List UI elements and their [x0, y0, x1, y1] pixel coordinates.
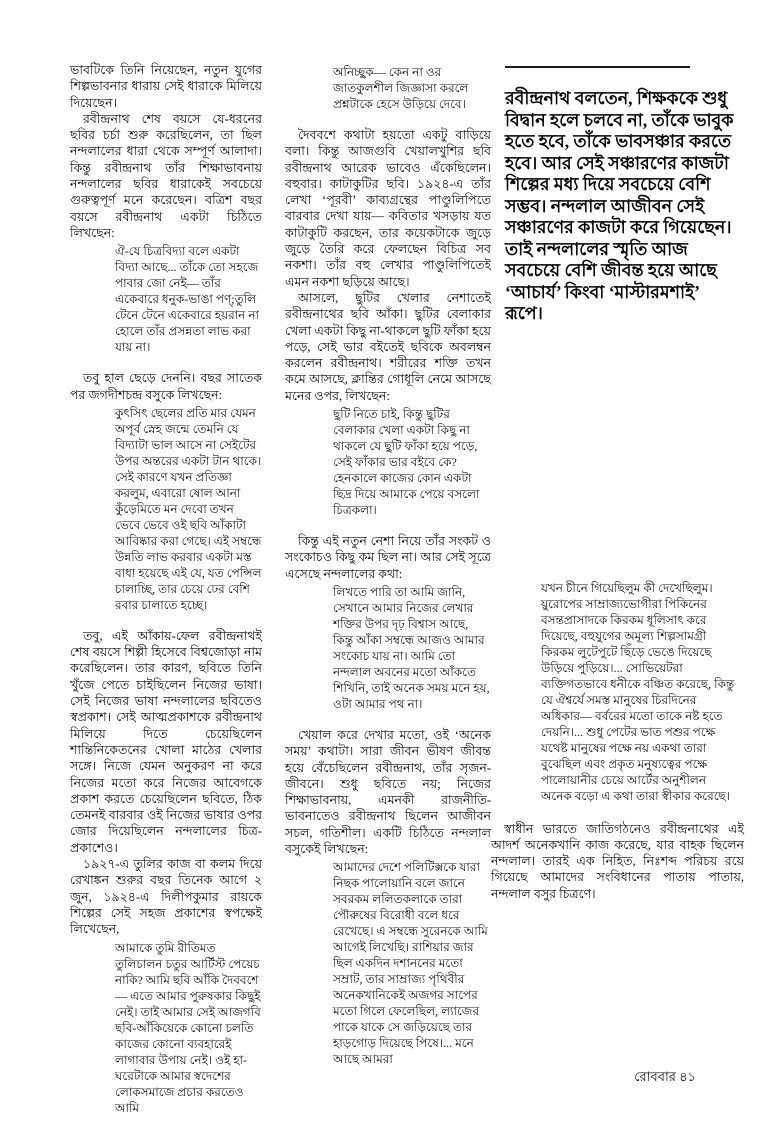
divider-rule — [505, 66, 690, 68]
paragraph: আসলে, ছুটির খেলার নেশাতেই রবীন্দ্রনাথের ছবি আঁকা। ছুটির বেলাকার খেলা একটা কিছু না-থাকলে ছুটি ফাঁকা হয়ে পড়ে, সেই ভার বইতেই ছবিকে অবলম্বন করলেন রবীন্দ্রনাথ। শরীরের শক্তি তখন কমে আসছে, ক্লান্তির গোধূলি নেমে আসছে মনের ওপর, লিখছেন: — [285, 290, 491, 403]
paragraph: দৈববশে কথাটা হয়তো একটু বাড়িয়ে বলা। কিন্তু আজগুবি খেয়ালখুশির ছবি রবীন্দ্রনাথ আরেক ভাবেও এঁকেছিলেন। বহুবার। কাটাকুটির ছবি। ১৯২৪-এ তাঁর লেখা ‘পূরবী’ কাব্যগ্রন্থের পাণ্ডুলিপিতে বারবার দেখা যায়— কবিতার খসড়ায় যত কাটাকুটি করছেন, তার কয়েকটাকে জুড়ে জুড়ে তৈরি করে ফেলছেন বিচিত্র সব নকশা। তাঁর বহু লেখার পাণ্ডুলিপিতেই এমন নকশা ছড়িয়ে আছে। — [285, 128, 491, 289]
paragraph: খেয়াল করে দেখার মতো, ওই ‘অনেক সময়’ কথাটা। সারা জীবন ভীষণ জীবন্ত হয়ে বেঁচেছিলেন রবীন্দ্রনাথ, তাঁর সৃজন-জীবনে। শুধু ছবিতে নয়; নিজের শিক্ষাভাবনায়, এমনকী রাজনীতি-ভাবনাতেও রবীন্দ্রনাথ ছিলেন আজীবন সচল, গতিশীল। একটি চিঠিতে নন্দলাল বসুকেই লিখছেন: — [285, 727, 491, 857]
paragraph: তবু হাল ছেড়ে দেননি। বছর সাতেক পর জগদীশচন্দ্র বসুকে লিখছেন: — [70, 371, 262, 402]
text-column-center — [285, 62, 491, 1069]
block-quote: ঐ-যে চিত্রবিদ্যা বলে একটা বিদ্যা আছে... তাঁকে তো সহজে পাবার জো নেই— তাঁর একেবারে ধনুক-ভাঙা পণ্‌;তুলি টেনে টেনে একেবারে হয়রান না হোলে তাঁর প্রসন্নতা লাভ করা যায় না। — [115, 244, 259, 355]
paragraph: ১৯২৭-এ তুলির কাজ বা কলম দিয়ে রেখাঙ্কন শুরুর বছর তিনেক আগে ২ জুন, ১৯২৪-এ দিলীপকুমার রায়কে শিল্পের সেই সহজ প্রকাশের স্বপক্ষেই লিখেছেন, — [70, 857, 262, 937]
text-column-left — [70, 62, 262, 1118]
paragraph: স্বাধীন ভারতে জাতিগঠনেও রবীন্দ্রনাথের এই আদর্শ অনেকখানি কাজ করেছে, যার বাহক ছিলেন নন্দলাল। তারই এক নিহিত, নিঃশব্দ পরিচয় রয়ে গিয়েছে আমাদের সংবিধানের পাতায় পাতায়, নন্দলাল বসুর চিত্রণে। — [491, 821, 744, 901]
block-quote: লিখতে পারি তা আমি জানি, সেখানে আমার নিজের লেখার শক্তির উপর দৃঢ় বিশ্বাস আছে, কিন্তু আঁকা সম্বন্ধে আজও আমার সংকোচ যায় না। আমি তো নন্দলাল অবনের মতো আঁকতে শিখিনি, তাই অনেক সময় মনে হয়, ওটা আমার পথ না। — [333, 584, 490, 711]
text-column-right — [491, 40, 744, 902]
pull-quote: রবীন্দ্রনাথ বলতেন, শিক্ষককে শুধু বিদ্বান হলে চলবে না, তাঁকে ভাবুক হতে হবে, তাঁকে ভাবসঞ্চার করতে হবে। আর সেই সঞ্চারণের কাজটা শিল্পের মধ্য দিয়ে সবচেয়ে বেশি সম্ভব। নন্দলাল আজীবন সেই সঞ্চারণের কাজটা করে গিয়েছেন। তাই নন্দলালের স্মৃতি আজ সবচেয়ে বেশি জীবন্ত হয়ে আছে ‘আচার্য’ কিংবা ‘মাস্টারমশাই’ রূপে। — [505, 88, 734, 323]
paragraph: ভাবটিকে তিনি নিয়েছেন, নতুন যুগের শিল্পভাবনার ধারায় সেই ধারাকে মিলিয়ে দিয়েছেন। — [70, 63, 262, 110]
page-footer: রোববার ৪১ — [634, 1069, 696, 1084]
paragraph: রবীন্দ্রনাথ শেষ বয়সে যে-ধরনের ছবির চর্চা শুরু করেছিলেন, তা ছিল নন্দলালের ধারা থেকে সম্পূর্ণ আলাদা। কিন্তু রবীন্দ্রনাথ তাঁর শিক্ষাভাবনায় নন্দলালের ছবির ধারাকেই সবচেয়ে গুরুত্বপূর্ণ মনে করেছেন। বত্রিশ বছর বয়সে রবীন্দ্রনাথ একটা চিঠিতে লিখছেন: — [70, 111, 262, 240]
paragraph: তবু, এই আঁকায়-ফেল রবীন্দ্রনাথই শেষ বয়সে শিল্পী হিসেবে বিশ্বজোড়া নাম করেছিলেন। তার কারণ, ছবিতে তিনি খুঁজে পেতে চাইছিলেন নিজের ভাষা। সেই নিজের ভাষা নন্দলালের ছবিতেও স্বপ্রকাশ। সেই আত্মপ্রকাশকে রবীন্দ্রনাথ মিলিয়ে দিতে চেয়েছিলেন শান্তিনিকেতনের খোলা মাঠের খেলার সঙ্গে। নিজে যেমন অনুকরণ না করে নিজের মতো করে নিজের আবেগকে প্রকাশ করতে চেয়েছিলেন ছবিতে, ঠিক তেমনই বারবার ওই নিজের ভাষার ওপর জোর দিয়েছিলেন নন্দলালের চিত্র-প্রকাশেও। — [70, 628, 262, 855]
block-quote: আমাকে তুমি রীতিমত তুলিচালন চতুর আর্টিস্ট পেয়েচ নাকি? আমি ছবি আঁকি দৈববশে— এতে আমার পুরুষকার কিছুই নেই। তাই আমার সেই আজগবি ছবি-আঁকিয়েকে কোনো চলতি কাজের কোনো ব্যবহারেই লাগাবার উপায় নেই। ওই হা-ঘরেটাকে আমার স্বদেশের লোকসমাজে প্রচার করতেও আমি — [115, 940, 261, 1115]
block-quote: আমাদের দেশে পলিটিক্সকে যারা নিছক পালোয়ানি বলে জানে সবরকম ললিতকলাকে তারা পৌরুষের বিরোধী বলে ধরে রেখেছে। এ সম্বন্ধে সুরেনকে আমি আগেই লিখেছি। রাশিয়ার জার ছিল একদিন দশাননের মতো সম্রাট, তার সাম্রাজ্য পৃথিবীর অনেকখানিকেই অজগর সাপের মতো গিলে ফেলেছিল, ল্যাজের পাকে যাকে সে জড়িয়েছে তার হাড়গোড় দিয়েছে পিষে।... মনে আছে আমরা — [333, 860, 488, 1067]
block-quote: কুৎসিৎ ছেলের প্রতি মার যেমন অপূর্ব স্নেহ জন্মে তেমনি যে বিদ্যাটা ভাল আসে না সেইটের উপর অন্তরের একটা টান থাকে। সেই কারণে যখন প্রতিজ্ঞা করলুম, এবারো ষোল আনা কুঁড়েমিতে মন দেবো তখন ভেবে ভেবে ওই ছবি আঁকাটা আবিষ্কার করা গেছে। এই সম্বন্ধে উন্নতি লাভ করবার একটা মস্ত বাধা হয়েছে এই যে, যত পেন্সিল চালাচ্ছি, তার চেয়ে ঢের বেশি রবার চালাতে হচ্ছে। — [115, 405, 262, 612]
paragraph: কিন্তু এই নতুন নেশা নিয়ে তাঁর সংকট ও সংকোচও কিছু কম ছিল না। আর সেই সূত্রে এসেছে নন্দলালের কথা: — [285, 534, 491, 581]
block-quote: ছুটি নিতে চাই, কিন্তু ছুটির বেলাকার খেলা একটা কিছু না থাকলে যে ছুটি ফাঁকা হয়ে পড়ে, সেই ফাঁকার ভার বইবে কে? হেনকালে কাজের কোন একটা ছিদ্র দিয়ে আমাকে পেয়ে বসলো চিত্রকলা। — [333, 407, 480, 518]
block-quote: অনিচ্ছুক— কেন না ওর জাতকুলশীল জিজ্ঞাসা করলে প্রশ্নটাকে হেসে উড়িয়ে দেবে। — [333, 65, 469, 111]
block-quote: যখন চীনে গিয়েছিলুম কী দেখেছিলুম। য়ুরোপের সাম্রাজ্যভোগীরা পিকিনের বসন্তপ্রাসাদকে কিরকম ধূলিসাৎ করে দিয়েছে, বহুযুগের অমূল্য শিল্পসামগ্রী কিরকম লুটেপুটে ছিঁড়ে ভেঙে দিয়েছে উড়িয়ে পুড়িয়ে।... সোভিয়েটরা ব্যক্তিগতভাবে ধনীকে বঞ্চিত করেছে, কিন্তু যে ঐশ্বর্যে সমস্ত মানুষের চিরদিনের অধিকার— বর্বরের মতো তাকে নষ্ট হতে দেয়নি।... শুধু পেটের ভাত পশুর পক্ষে যথেষ্ট মানুষের পক্ষে নয় একথা তারা বুঝেছিল এবং প্রকৃত মনুষ্যত্বের পক্ষে পালোয়ানীর চেয়ে আর্টের অনুশীলন অনেক বড়ো এ কথা তারা স্বীকার করেছে। — [541, 580, 735, 803]
